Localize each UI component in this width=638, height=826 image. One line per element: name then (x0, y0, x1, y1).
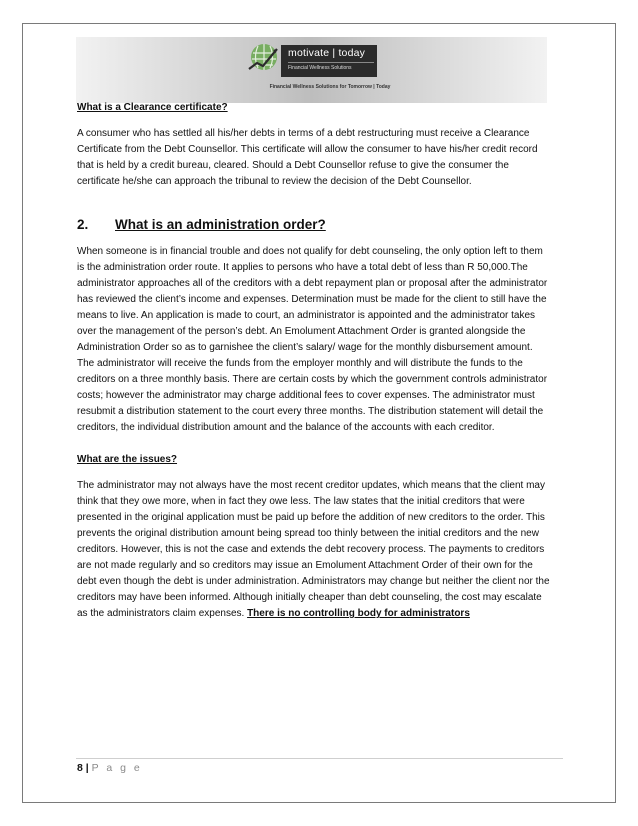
footer-divider (76, 758, 563, 759)
section-title: What is an administration order? (115, 217, 326, 232)
logo-tagline: Financial Wellness Solutions for Tomorrow | Today (269, 84, 391, 90)
footer-separator: | (85, 762, 89, 774)
issues-emphasis: There is no controlling body for administrators (247, 608, 470, 619)
issues-paragraph (77, 478, 552, 622)
admin-order-paragraph: When someone is in financial trouble and does not qualify for debt counseling, the only option left to them is the administration order route. It applies to persons who have a total debt of less than R 50,000.The administrator approaches all of the creditors with a debt repayment plan or proposal after the administrator has reviewed the client’s income and expenses. Determination must be made for the client to still have the means to live. An application is made to court, an administrator is appointed and the administrator takes over the management of the person’s debt. An Emolument Attachment Order is granted alongside the Administration Order so as to garnishee the client’s salary/ wage for the monthly disbursement amount. The administrator will receive the funds from the employer monthly and will distribute the funds to the creditors on a three monthly basis. There are certain costs by which the government controls administrator costs; however the administrator may charge additional fees to cover expenses. The administrator must resubmit a distribution statement to the court every three months. The distribution statement will detail the creditors, the individual distribution amount and the balance of the accounts with each creditor. (77, 246, 548, 433)
section-heading-admin-order (77, 216, 552, 234)
clearance-heading: What is a Clearance certificate? (77, 102, 228, 113)
issues-text: The administrator may not always have the most recent creditor updates, which means that the client may think that they owe more, when in fact they owe less. The law states that the initial creditors that were presented in the original application must be paid up before the addition of new creditors to the order. This prevents the original distribution amount being spread too thinly between the initial creditors and the new creditors. However, this is not the case and extends the debt recovery process. The payments to creditors are not made regularly and so creditors may issue an Emolument Attachment Order of their own for the debt even though the debt is under administration. Administrators may change but neither the client nor the creditors may have been informed. Although initially cheaper than debt counseling, the cost may escalate as the administrators claim expenses. (77, 480, 550, 619)
page-footer (77, 761, 142, 775)
clearance-paragraph: A consumer who has settled all his/her debts in terms of a debt restructuring must receive a Clearance Certificate from the Debt Counsellor. This certificate will allow the consumer to have his/her credit record that is held by a credit bureau, cleared. Should a Debt Counsellor refuse to give the consumer the certificate he/she can approach the tribunal to review the decision of the Debt Counsellor. (77, 128, 538, 187)
logo-globe-icon (247, 39, 281, 75)
page-label: P a g e (91, 762, 143, 774)
issues-heading: What are the issues? (77, 454, 178, 465)
logo-title: motivate | today (288, 47, 366, 59)
page-number: 8 (77, 762, 83, 774)
logo-subtitle: Financial Wellness Solutions (288, 62, 374, 72)
section-number: 2. (77, 217, 89, 232)
page-content (77, 100, 552, 622)
